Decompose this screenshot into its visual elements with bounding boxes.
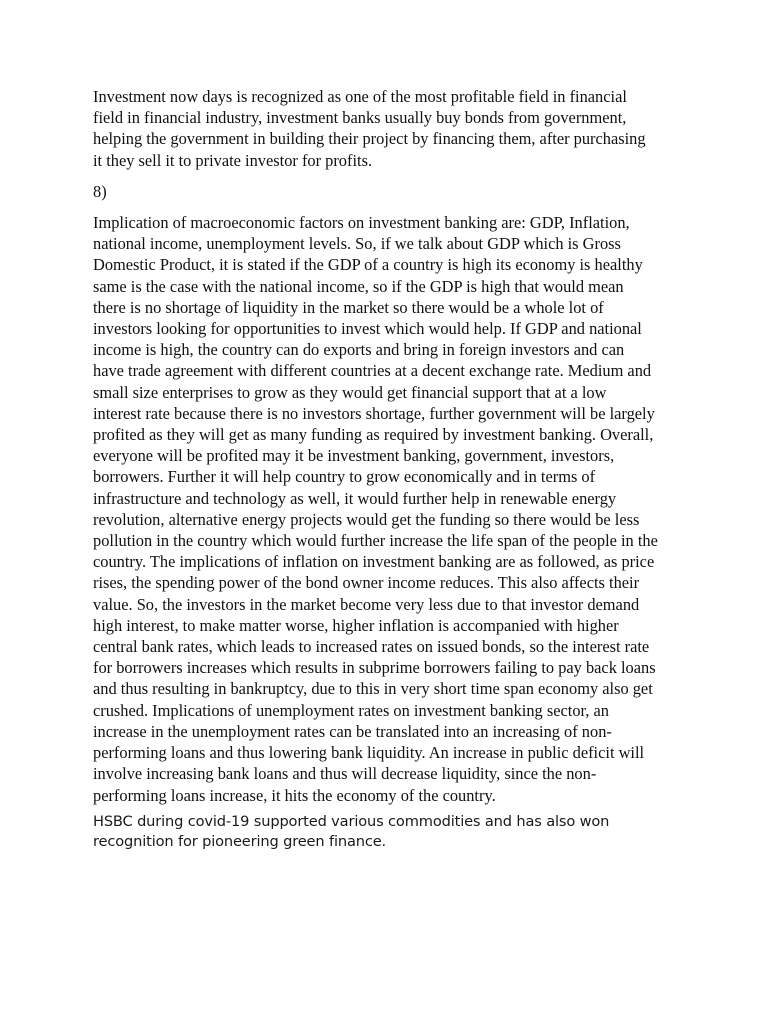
main-paragraph: Implication of macroeconomic factors on investment banking are: GDP, Inflation, national income, unemployment levels. So, if we talk about GDP which is Gross Domestic Product, it is stated if the GDP of a country is high its economy is healthy same is the case with the national income, so if the GDP is high that would mean there is no shortage of liquidity in the market so there would be a whole lot of investors looking for opportunities to invest which would help. If GDP and national income is high, the country can do exports and bring in foreign investors and can have trade agreement with different countries at a decent exchange rate. Medium and small size enterprises to grow as they would get financial support that at a low interest rate because there is no investors shortage, further government will be largely profited as they will get as many funding as required by investment banking. Overall, everyone will be profited may it be investment banking, government, investors, borrowers. Further it will help country to grow economically and in terms of infrastructure and technology as well, it would further help in renewable energy revolution, alternative energy projects would get the funding so there would be less pollution in the country which would further increase the life span of the people in the country. The implications of inflation on investment banking are as followed, as price rises, the spending power of the bond owner income reduces. This also affects their value. So, the investors in the market become very less due to that investor demand high interest, to make matter worse, higher inflation is accompanied with higher central bank rates, which leads to increased rates on issued bonds, so the interest rate for borrowers increases which results in subprime borrowers failing to pay back loans and thus resulting in bankruptcy, due to this in very short time span economy also get crushed. Implications of unemployment rates on investment banking sector, an increase in the unemployment rates can be translated into an increasing of non-performing loans and thus lowering bank liquidity. An increase in public deficit will involve increasing bank loans and thus will decrease liquidity, since the non-performing loans increase, it hits the economy of the country.	[93, 213, 658, 805]
closing-paragraph: HSBC during covid-19 supported various commodities and has also won recognition for pioneering green finance.	[93, 812, 610, 850]
document-body	[93, 86, 658, 852]
section-number: 8)	[93, 181, 107, 201]
intro-paragraph: Investment now days is recognized as one of the most profitable field in financial field in financial industry, investment banks usually buy bonds from government, helping the government in building their project by financing them, after purchasing it they sell it to private investor for profits.	[93, 87, 646, 170]
